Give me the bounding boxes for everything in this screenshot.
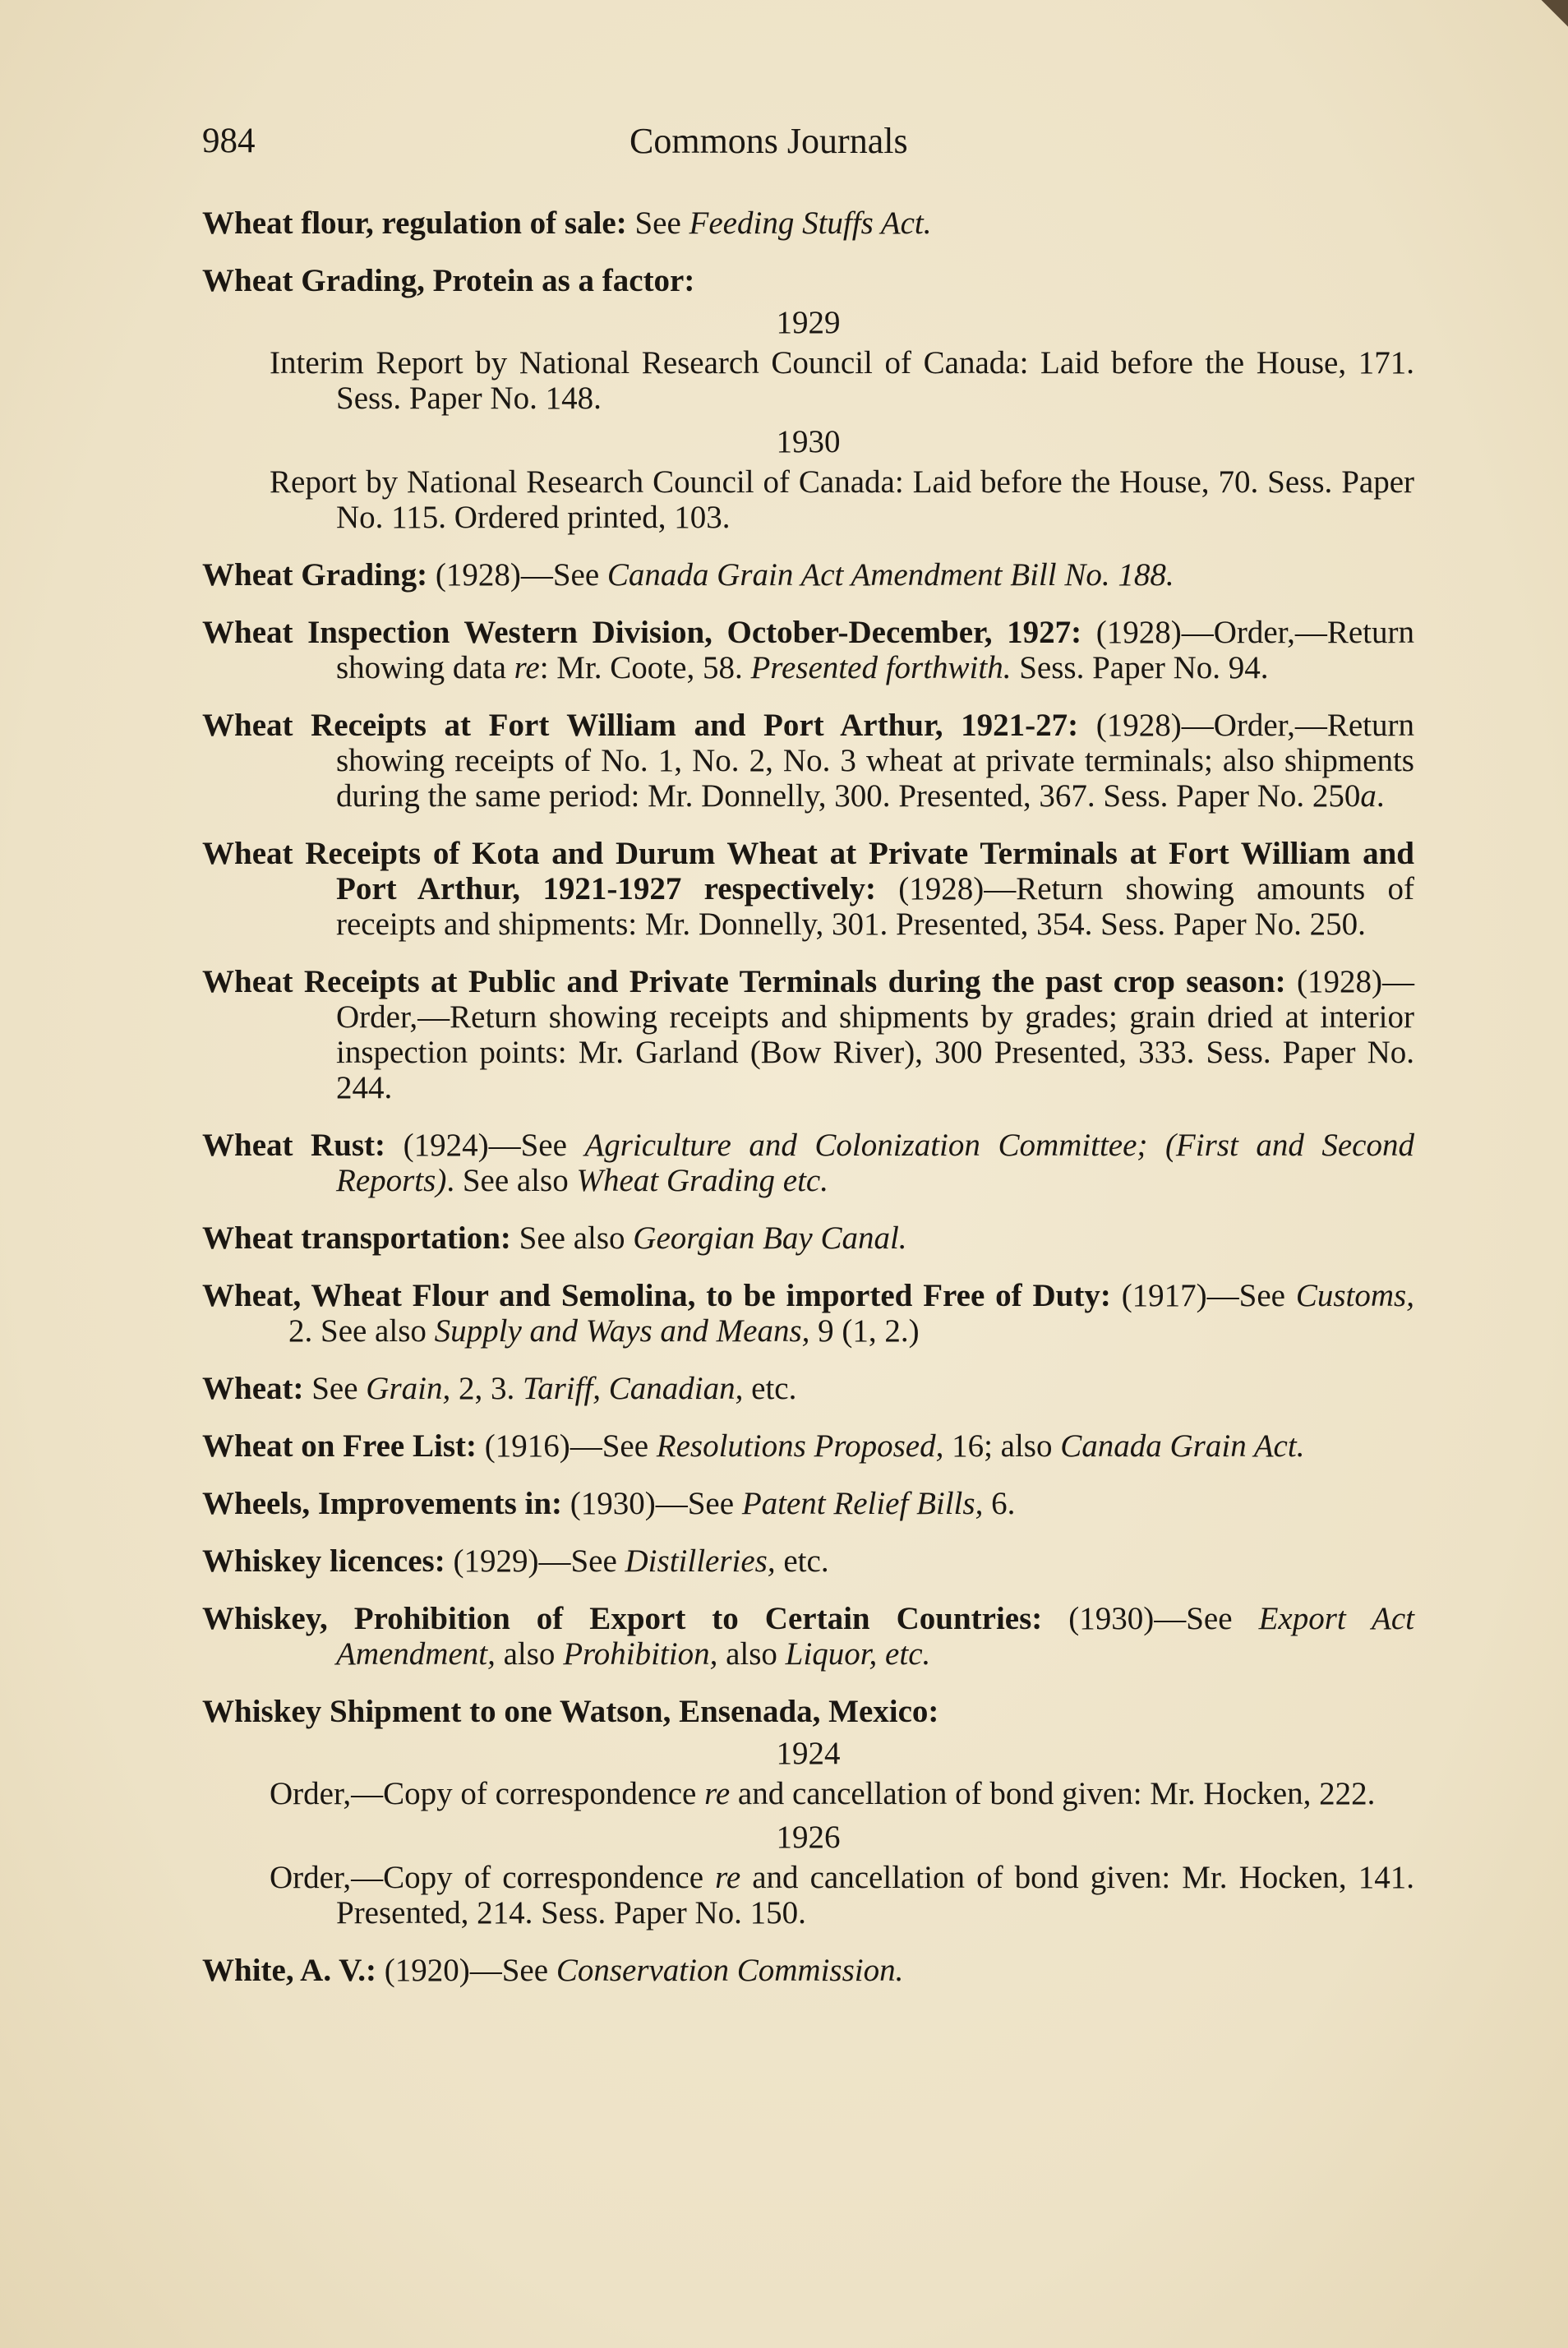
entry-heading: Wheat transportation: xyxy=(202,1220,511,1256)
entry-reference: Liquor, etc. xyxy=(785,1636,931,1672)
entry-text: (1916)—See xyxy=(476,1428,657,1464)
page-content xyxy=(202,123,1414,2010)
entry-text: . xyxy=(1376,778,1385,814)
index-entry xyxy=(202,964,1414,1105)
entry-heading: Wheat Rust: xyxy=(202,1128,386,1163)
index-entry xyxy=(202,836,1414,942)
entry-heading: Wheat Inspection Western Division, October-December, 1927: xyxy=(202,615,1082,650)
entry-text: (1924)—See xyxy=(385,1128,585,1163)
entry-heading: Whiskey licences: xyxy=(202,1543,445,1579)
entry-reference: Canada Grain Act. xyxy=(1060,1428,1305,1464)
entry-reference: Prohibition, xyxy=(563,1636,718,1672)
entry-text: Order,—Copy of correspondence xyxy=(270,1860,716,1895)
entry-heading: Wheels, Improvements in: xyxy=(202,1486,563,1521)
index-entry xyxy=(202,1278,1414,1349)
entry-reference: Export Act Amendment, xyxy=(336,1601,1414,1672)
index-entry xyxy=(202,1220,1414,1256)
entry-reference: a xyxy=(1360,778,1377,814)
entry-reference: re xyxy=(514,650,540,685)
index-entry xyxy=(202,1694,1414,1931)
entry-text: . See also xyxy=(446,1163,577,1198)
page-number: 984 xyxy=(202,122,256,160)
entry-heading-line xyxy=(202,263,1414,298)
entry-heading: Wheat: xyxy=(202,1371,304,1406)
entry-heading: Wheat Receipts at Public and Private Terminals during the past crop season: xyxy=(202,964,1286,999)
entry-text: (1928)—Order,—Return showing receipts of No. 1, No. 2, No. 3 wheat at private terminals; also shipments during the same period: Mr. Donnelly, 300. Presented, 367. Sess. Paper No. 250 xyxy=(336,708,1414,814)
entry-reference: Resolutions Proposed, xyxy=(656,1428,944,1464)
index-entry xyxy=(202,1486,1414,1521)
entry-reference: Customs, xyxy=(1295,1278,1414,1313)
entry-text: (1929)—See xyxy=(445,1543,625,1579)
entry-heading: White, A. V.: xyxy=(202,1953,377,1988)
entry-text: (1917)—See xyxy=(1110,1278,1296,1313)
entry-text: (1930)—See xyxy=(562,1486,742,1521)
entry-text: (1928)—Order,—Return showing receipts and shipments by grades; grain dried at interior inspection points: Mr. Garland (Bow River), 300 Presented, 333. Sess. Paper No. 244. xyxy=(336,964,1414,1105)
entry-text: Order,—Copy of correspondence xyxy=(270,1776,705,1811)
entry-heading: Wheat Grading: xyxy=(202,557,428,593)
year-label: 1926 xyxy=(776,1820,841,1855)
index-entry xyxy=(202,615,1414,685)
entry-text: and cancellation of bond given: Mr. Hocken, 141. Presented, 214. Sess. Paper No. 150. xyxy=(336,1860,1415,1931)
year-label: 1930 xyxy=(776,424,841,459)
entry-text: (1930)—See xyxy=(1042,1601,1259,1636)
entry-text: 6. xyxy=(983,1486,1016,1521)
entry-reference: Canada Grain Act Amendment Bill No. 188. xyxy=(606,557,1174,593)
entry-reference: Presented forthwith. xyxy=(750,650,1012,685)
sub-entry xyxy=(202,1860,1414,1931)
entry-text: also xyxy=(495,1636,564,1672)
entry-text: 16; also xyxy=(943,1428,1061,1464)
index-entry xyxy=(202,1543,1414,1579)
page-corner-shadow xyxy=(1535,0,1568,33)
entry-text: etc. xyxy=(743,1371,797,1406)
year-label: 1929 xyxy=(776,305,841,340)
index-entry xyxy=(202,1428,1414,1464)
entry-heading: Wheat on Free List: xyxy=(202,1428,477,1464)
entry-reference: Agriculture and Colonization Committee; (First and Second Reports) xyxy=(336,1128,1414,1198)
entry-text: See xyxy=(626,205,689,241)
index-entry xyxy=(202,1371,1414,1406)
page-header xyxy=(202,123,1414,173)
entry-text: 2. See also xyxy=(288,1313,435,1349)
index-entry xyxy=(202,205,1414,241)
sub-entry: Report by National Research Council of Canada: Laid before the House, 70. Sess. Paper No. 115. Ordered printed, 103. xyxy=(270,464,1414,535)
index-entry xyxy=(202,1128,1414,1198)
entry-heading: Wheat flour, regulation of sale: xyxy=(202,205,627,241)
entry-text: See xyxy=(303,1371,367,1406)
entry-text: (1928)—Return showing amounts of receipts and shipments: Mr. Donnelly, 301. Presented, 354. Sess. Paper No. 250. xyxy=(336,871,1414,942)
entry-heading: Wheat Receipts at Fort William and Port Arthur, 1921-27: xyxy=(202,708,1079,743)
year-label: 1924 xyxy=(776,1736,841,1771)
index-entry xyxy=(202,1953,1414,1988)
entry-reference: Feeding Stuffs Act. xyxy=(689,205,932,241)
entry-heading: Wheat Receipts of Kota and Durum Wheat at Private Terminals at Fort William and Port Arthur, 1921-1927 respectively: xyxy=(202,836,1414,906)
entry-reference: Georgian Bay Canal. xyxy=(633,1220,907,1256)
entry-heading: Whiskey, Prohibition of Export to Certain Countries: xyxy=(202,1601,1043,1636)
entry-reference: Supply and Ways and Means, xyxy=(434,1313,810,1349)
entry-reference: re xyxy=(704,1776,731,1811)
entry-text: : Mr. Coote, 58. xyxy=(539,650,751,685)
entry-reference: Wheat Grading etc. xyxy=(576,1163,828,1198)
entry-reference: Distilleries, xyxy=(625,1543,776,1579)
entry-text: and cancellation of bond given: Mr. Hocken, 222. xyxy=(730,1776,1376,1811)
sub-entry: Interim Report by National Research Council of Canada: Laid before the House, 171. Sess. Paper No. 148. xyxy=(270,345,1414,416)
entry-text: See also xyxy=(510,1220,634,1256)
entry-reference: Tariff, Canadian, xyxy=(522,1371,744,1406)
entry-text: Sess. Paper No. 94. xyxy=(1011,650,1269,685)
sub-entry xyxy=(202,1776,1414,1811)
entry-heading: Wheat, Wheat Flour and Semolina, to be imported Free of Duty: xyxy=(202,1278,1111,1313)
entry-text: (1920)—See xyxy=(376,1953,556,1988)
entry-reference: Conservation Commission. xyxy=(556,1953,904,1988)
entry-reference: Grain, xyxy=(366,1371,451,1406)
entry-reference: Patent Relief Bills, xyxy=(741,1486,984,1521)
index-entry xyxy=(202,1601,1414,1672)
entry-heading: Wheat Grading, Protein as a factor: xyxy=(202,263,695,298)
index-entry xyxy=(202,263,1414,535)
entry-text: (1928)—Order,—Return showing data xyxy=(336,615,1414,685)
running-title: Commons Journals xyxy=(630,121,908,161)
entry-text: 9 (1, 2.) xyxy=(809,1313,920,1349)
entry-text: etc. xyxy=(775,1543,829,1579)
index-entry xyxy=(202,557,1414,593)
entry-heading-line xyxy=(202,1694,1414,1729)
entry-text: (1928)—See xyxy=(427,557,607,593)
entry-text: also xyxy=(717,1636,786,1672)
entry-reference: re xyxy=(715,1860,741,1895)
entry-heading: Whiskey Shipment to one Watson, Ensenada, Mexico: xyxy=(202,1694,939,1729)
index-entry xyxy=(202,708,1414,814)
entry-text: 2, 3. xyxy=(450,1371,523,1406)
